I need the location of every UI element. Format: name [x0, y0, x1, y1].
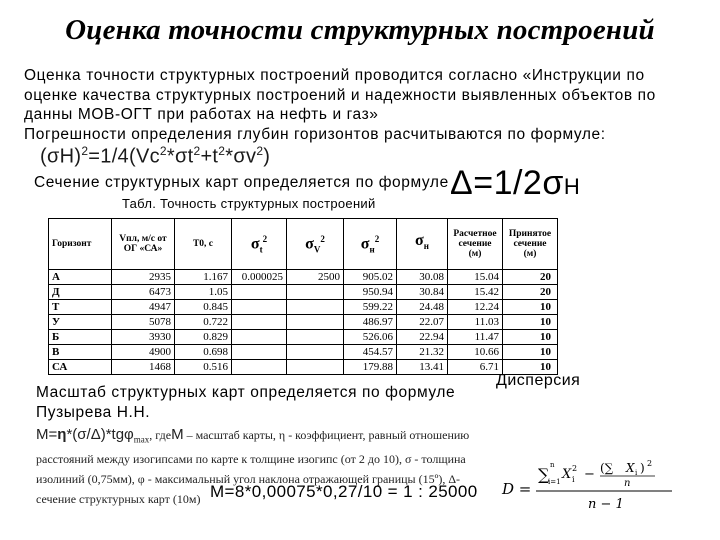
- table-row: [49, 345, 558, 360]
- table-cell-calc: 11.47: [448, 330, 503, 345]
- col-horizon: Горизонт: [49, 219, 112, 270]
- table-cell-acc: 20: [503, 285, 558, 300]
- table-cell-sv: [287, 300, 344, 315]
- table-row: [49, 270, 558, 285]
- disp-inner-n: n: [624, 478, 631, 489]
- disp-i1b: i=1: [548, 478, 561, 486]
- table-cell-sv: [287, 330, 344, 345]
- intro-line: данны МОВ-ОГТ при работах на нефть и газ»: [24, 106, 379, 123]
- table-cell-v: 6473: [112, 285, 175, 300]
- table-cell-sv: [287, 345, 344, 360]
- table-cell-sv: [287, 360, 344, 375]
- table-cell-t0: 0.698: [175, 345, 232, 360]
- table-cell-acc: 10: [503, 345, 558, 360]
- disp-d: D =: [502, 480, 532, 498]
- table-cell-st: [232, 315, 287, 330]
- table-cell-h: Б: [49, 330, 112, 345]
- disp-minus: −: [584, 467, 595, 482]
- dispersion-title: Дисперсия: [496, 372, 581, 389]
- disp-close: ): [640, 461, 645, 475]
- page-title: Оценка точности структурных построений: [65, 14, 655, 46]
- dispersion-formula: [500, 458, 710, 518]
- intro-line: Погрешности определения глубин горизонтов расчитываются по формуле:: [24, 125, 606, 143]
- table-row: [49, 300, 558, 315]
- table-cell-calc: 6.71: [448, 360, 503, 375]
- disp-exp: 2: [647, 459, 653, 468]
- table-row: [49, 330, 558, 345]
- table-cell-st: [232, 300, 287, 315]
- table-cell-acc: 10: [503, 315, 558, 330]
- scale-title: Масштаб структурных карт определяется по формуле Пузырева Н.Н.: [36, 384, 456, 421]
- table-cell-sh2: 454.57: [344, 345, 397, 360]
- intro-paragraph: [24, 66, 714, 144]
- disp-xi: X: [626, 461, 635, 475]
- table-cell-st: [232, 285, 287, 300]
- scale-formula-description: М=η*(σ/Δ)*tgφ$_{max}$, гдеМ – масштаб карты, η - коэффициент, равный отношению расстояний между изогипсами по карте к толщине изогипс (от 2 до 10), σ - толщина изолиний (0,75мм), φ - максимальный угол наклона отражающей границы (15º), Δ- сечение структурных карт (10м): [36, 426, 470, 507]
- table-cell-t0: 0.845: [175, 300, 232, 315]
- table-cell-calc: 12.24: [448, 300, 503, 315]
- table-cell-t0: 1.05: [175, 285, 232, 300]
- disp-sum1: ∑: [538, 465, 550, 484]
- table-cell-v: 2935: [112, 270, 175, 285]
- table-row: [49, 360, 558, 375]
- table-cell-sh2: 599.22: [344, 300, 397, 315]
- table-row: [49, 285, 558, 300]
- table-cell-sh: 22.94: [397, 330, 448, 345]
- disp-x2: X: [562, 467, 572, 482]
- table-row: [49, 315, 558, 330]
- disp-x2-sup: 2: [572, 464, 578, 473]
- disp-sum2: (∑: [600, 461, 614, 475]
- table-cell-sh2: 486.97: [344, 315, 397, 330]
- table-cell-st: [232, 330, 287, 345]
- table-cell-sh2: 526.06: [344, 330, 397, 345]
- intro-line: оценке качества структурных построений и надежности выявленных объектов по: [24, 86, 656, 104]
- table-cell-h: Т: [49, 300, 112, 315]
- section-text: Сечение структурных карт определяется по формуле: [34, 174, 449, 191]
- table-cell-calc: 10.66: [448, 345, 503, 360]
- table-cell-h: В: [49, 345, 112, 360]
- table-cell-t0: 0.516: [175, 360, 232, 375]
- table-cell-sh2: 179.88: [344, 360, 397, 375]
- table-cell-acc: 10: [503, 300, 558, 315]
- table-cell-calc: 15.04: [448, 270, 503, 285]
- table-cell-v: 3930: [112, 330, 175, 345]
- table-cell-t0: 1.167: [175, 270, 232, 285]
- disp-denom: n − 1: [588, 497, 624, 512]
- col-calc-section: Расчетное сечение (м): [448, 219, 503, 270]
- table-cell-sh: 30.84: [397, 285, 448, 300]
- table-cell-st: 0.000025: [232, 270, 287, 285]
- table-header-row: [49, 219, 558, 270]
- table-cell-v: 4947: [112, 300, 175, 315]
- col-sigma-h: $\sigma_н$: [397, 219, 448, 270]
- table-cell-t0: 0.829: [175, 330, 232, 345]
- col-sigma-t: $\sigma_t^2$: [232, 219, 287, 270]
- col-accepted-section: Принятое сечение (м): [503, 219, 558, 270]
- scale-calculation: М=8*0,00075*0,27/10 = 1 : 25000: [210, 482, 478, 501]
- col-t0: Т0, с: [175, 219, 232, 270]
- disp-xi-sub: i: [635, 469, 638, 477]
- table-cell-t0: 0.722: [175, 315, 232, 330]
- accuracy-table: [48, 218, 558, 375]
- table-cell-sh: 30.08: [397, 270, 448, 285]
- table-cell-sh2: 950.94: [344, 285, 397, 300]
- table-cell-h: А: [49, 270, 112, 285]
- disp-x2-sub: i: [572, 475, 575, 484]
- table-cell-h: Д: [49, 285, 112, 300]
- table-cell-v: 1468: [112, 360, 175, 375]
- table-cell-v: 5078: [112, 315, 175, 330]
- table-caption: Табл. Точность структурных построений: [122, 196, 376, 211]
- table-cell-sv: [287, 315, 344, 330]
- table-cell-acc: 10: [503, 330, 558, 345]
- table-cell-sh: 22.07: [397, 315, 448, 330]
- table-cell-h: У: [49, 315, 112, 330]
- table-cell-sh: 21.32: [397, 345, 448, 360]
- depth-error-formula: $(\sigma H)^2=1/4(Vc^2*\sigma t^2+t^2*\sigma v^2)$: [40, 144, 271, 168]
- table-cell-sh2: 905.02: [344, 270, 397, 285]
- table-cell-sv: [287, 285, 344, 300]
- col-sigma-h2: $\sigma_н^2$: [344, 219, 397, 270]
- table-cell-acc: 10: [503, 360, 558, 375]
- disp-i1a: n: [550, 461, 555, 469]
- table-cell-sh: 24.48: [397, 300, 448, 315]
- table-cell-sv: 2500: [287, 270, 344, 285]
- col-sigma-v: $\sigma_V^2$: [287, 219, 344, 270]
- table-cell-h: СА: [49, 360, 112, 375]
- table-cell-st: [232, 345, 287, 360]
- table-cell-st: [232, 360, 287, 375]
- table-cell-v: 4900: [112, 345, 175, 360]
- col-velocity: Vпл, м/с от ОГ «СА»: [112, 219, 175, 270]
- section-formula: Δ=1/2σH: [450, 164, 581, 202]
- table-cell-acc: 20: [503, 270, 558, 285]
- table-cell-sh: 13.41: [397, 360, 448, 375]
- table-cell-calc: 15.42: [448, 285, 503, 300]
- intro-line: Оценка точности структурных построений проводится согласно «Инструкции по: [24, 67, 645, 84]
- table-cell-calc: 11.03: [448, 315, 503, 330]
